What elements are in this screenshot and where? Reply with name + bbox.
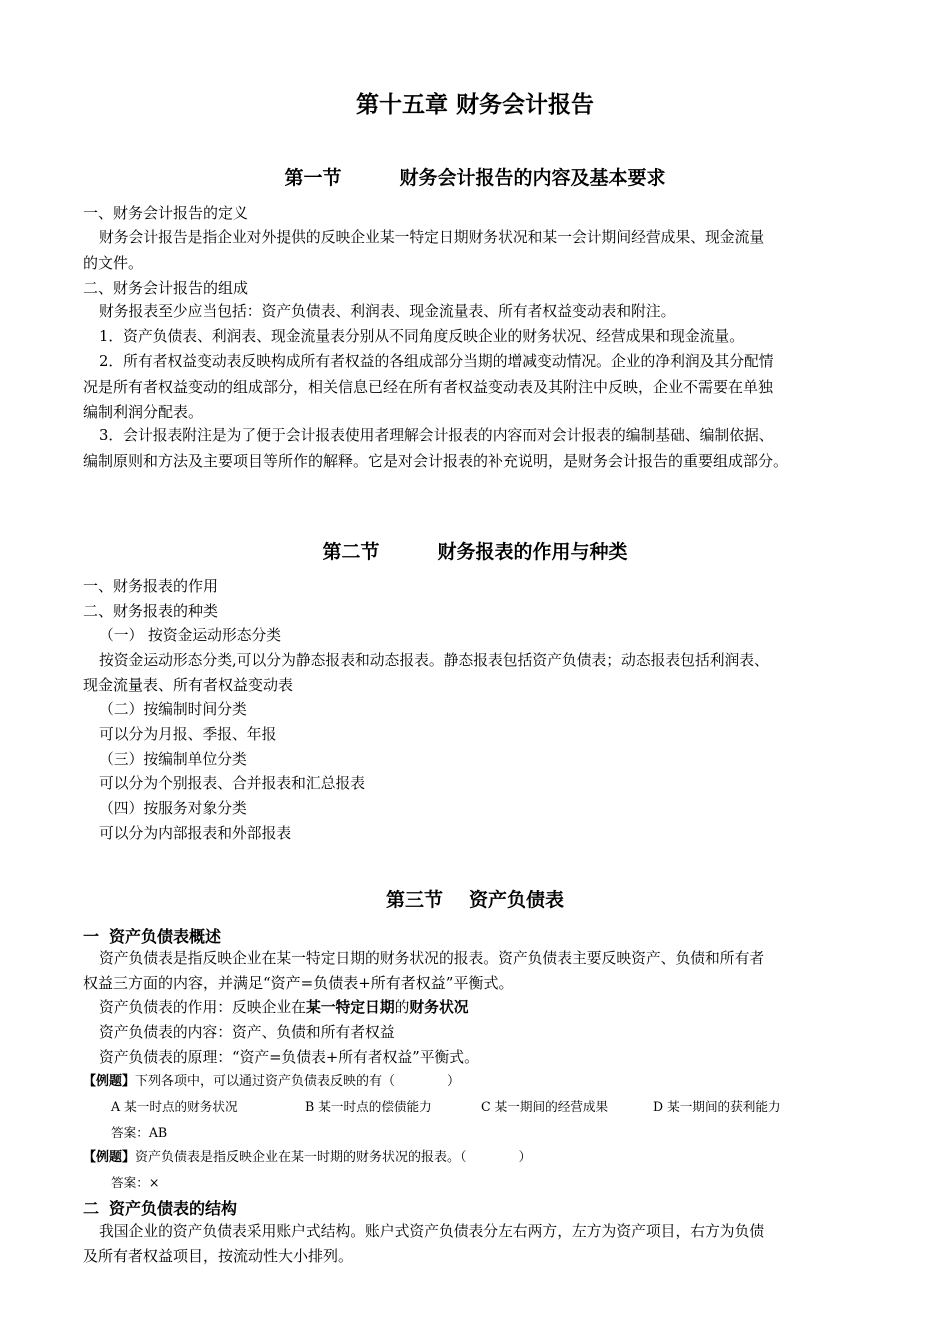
example2-question: 【例题】资产负债表是指反映企业在某一时期的财务状况的报表。（ ） [83, 1150, 532, 1165]
s3-content-line: 资产负债表的内容：资产、负债和所有者权益 [99, 1024, 395, 1041]
s3-subheading-structure: 二 资产负债表的结构 [83, 1199, 238, 1218]
section2-title: 财务报表的作用与种类 [437, 541, 628, 563]
section3-heading [0, 885, 950, 912]
s1-paragraph: 况是所有者权益变动的组成部分，相关信息已经在所有者权益变动表及其附注中反映，企业不需要在单独 [83, 378, 774, 396]
s3-paragraph: 及所有者权益项目，按流动性大小排列。 [83, 1247, 354, 1265]
s2-line: （四）按服务对象分类 [99, 800, 247, 817]
s1-heading-composition: 二、财务会计报告的组成 [83, 279, 249, 297]
s1-paragraph: 财务报表至少应当包括：资产负债表、利润表、现金流量表、所有者权益变动表和附注。 [99, 303, 676, 320]
s1-paragraph: 1．资产负债表、利润表、现金流量表分别从不同角度反映企业的财务状况、经营成果和现金流量。 [99, 328, 744, 345]
s1-paragraph: 2．所有者权益变动表反映构成所有者权益的各组成部分当期的增减变动情况。企业的净利润及其分配情 [99, 353, 774, 370]
section1-title: 财务会计报告的内容及基本要求 [399, 167, 666, 189]
s2-line: （一） 按资金运动形态分类 [99, 627, 282, 644]
s3-paragraph: 我国企业的资产负债表采用账户式结构。账户式资产负债表分左右两方，左方为资产项目，右方为负债 [99, 1223, 765, 1240]
s1-paragraph: 3．会计报表附注是为了便于会计报表使用者理解会计报表的内容而对会计报表的编制基础、编制依据、 [99, 427, 774, 444]
option-b: B 某一时点的偿债能力 [305, 1099, 432, 1114]
s1-paragraph: 编制利润分配表。 [83, 403, 204, 421]
option-a: A 某一时点的财务状况 [111, 1099, 238, 1114]
s2-line: 现金流量表、所有者权益变动表 [83, 676, 294, 694]
s3-subheading-overview: 一 资产负债表概述 [83, 927, 222, 946]
option-c: C 某一期间的经营成果 [481, 1099, 609, 1114]
s2-line: （三）按编制单位分类 [99, 751, 247, 768]
section1-number: 第一节 [284, 167, 342, 189]
s2-line: 按资金运动形态分类,可以分为静态报表和动态报表。静态报表包括资产负债表；动态报表包括利润表、 [99, 652, 769, 669]
section2-heading [0, 537, 950, 564]
example1-answer: 答案：AB [111, 1125, 168, 1140]
s2-line: 可以分为月报、季报、年报 [99, 726, 277, 743]
s1-paragraph: 编制原则和方法及主要项目等所作的解释。它是对会计报表的补充说明，是财务会计报告的重要组成部分。 [83, 452, 789, 470]
s3-paragraph: 资产负债表是指反映企业在某一特定日期的财务状况的报表。资产负债表主要反映资产、负债和所有者 [99, 950, 765, 967]
section3-title: 资产负债表 [469, 889, 565, 911]
chapter-title: 第十五章 财务会计报告 [355, 92, 594, 118]
example1-question: 【例题】下列各项中，可以通过资产负债表反映的有（ ） [83, 1074, 461, 1089]
s1-heading-definition: 一、财务会计报告的定义 [83, 204, 249, 222]
section3-number: 第三节 [385, 889, 443, 911]
section1-heading [0, 163, 950, 190]
section2-number: 第二节 [322, 541, 380, 563]
s2-line: （二）按编制时间分类 [99, 701, 247, 718]
s1-paragraph: 的文件。 [83, 254, 144, 272]
emphasis-financial-status: 财务状况 [409, 999, 469, 1016]
s3-principle-line: 资产负债表的原理：“资产=负债表+所有者权益”平衡式。 [99, 1049, 479, 1066]
s3-role-line: 资产负债表的作用：反映企业在某一特定日期的财务状况 [99, 999, 469, 1016]
example1-options [111, 1095, 891, 1120]
s1-paragraph: 财务会计报告是指企业对外提供的反映企业某一特定日期财务状况和某一会计期间经营成果、现金流量 [99, 229, 765, 246]
option-d: D 某一期间的获利能力 [653, 1099, 781, 1114]
s2-line: 可以分为个别报表、合并报表和汇总报表 [99, 775, 366, 792]
s2-line: 二、财务报表的种类 [83, 602, 219, 620]
s2-line: 一、财务报表的作用 [83, 577, 219, 595]
emphasis-specific-date: 某一特定日期 [305, 999, 395, 1016]
example2-answer: 答案：× [111, 1175, 160, 1190]
s3-paragraph: 权益三方面的内容，并满足“资产=负债表+所有者权益”平衡式。 [83, 974, 514, 992]
s2-line: 可以分为内部报表和外部报表 [99, 825, 292, 842]
